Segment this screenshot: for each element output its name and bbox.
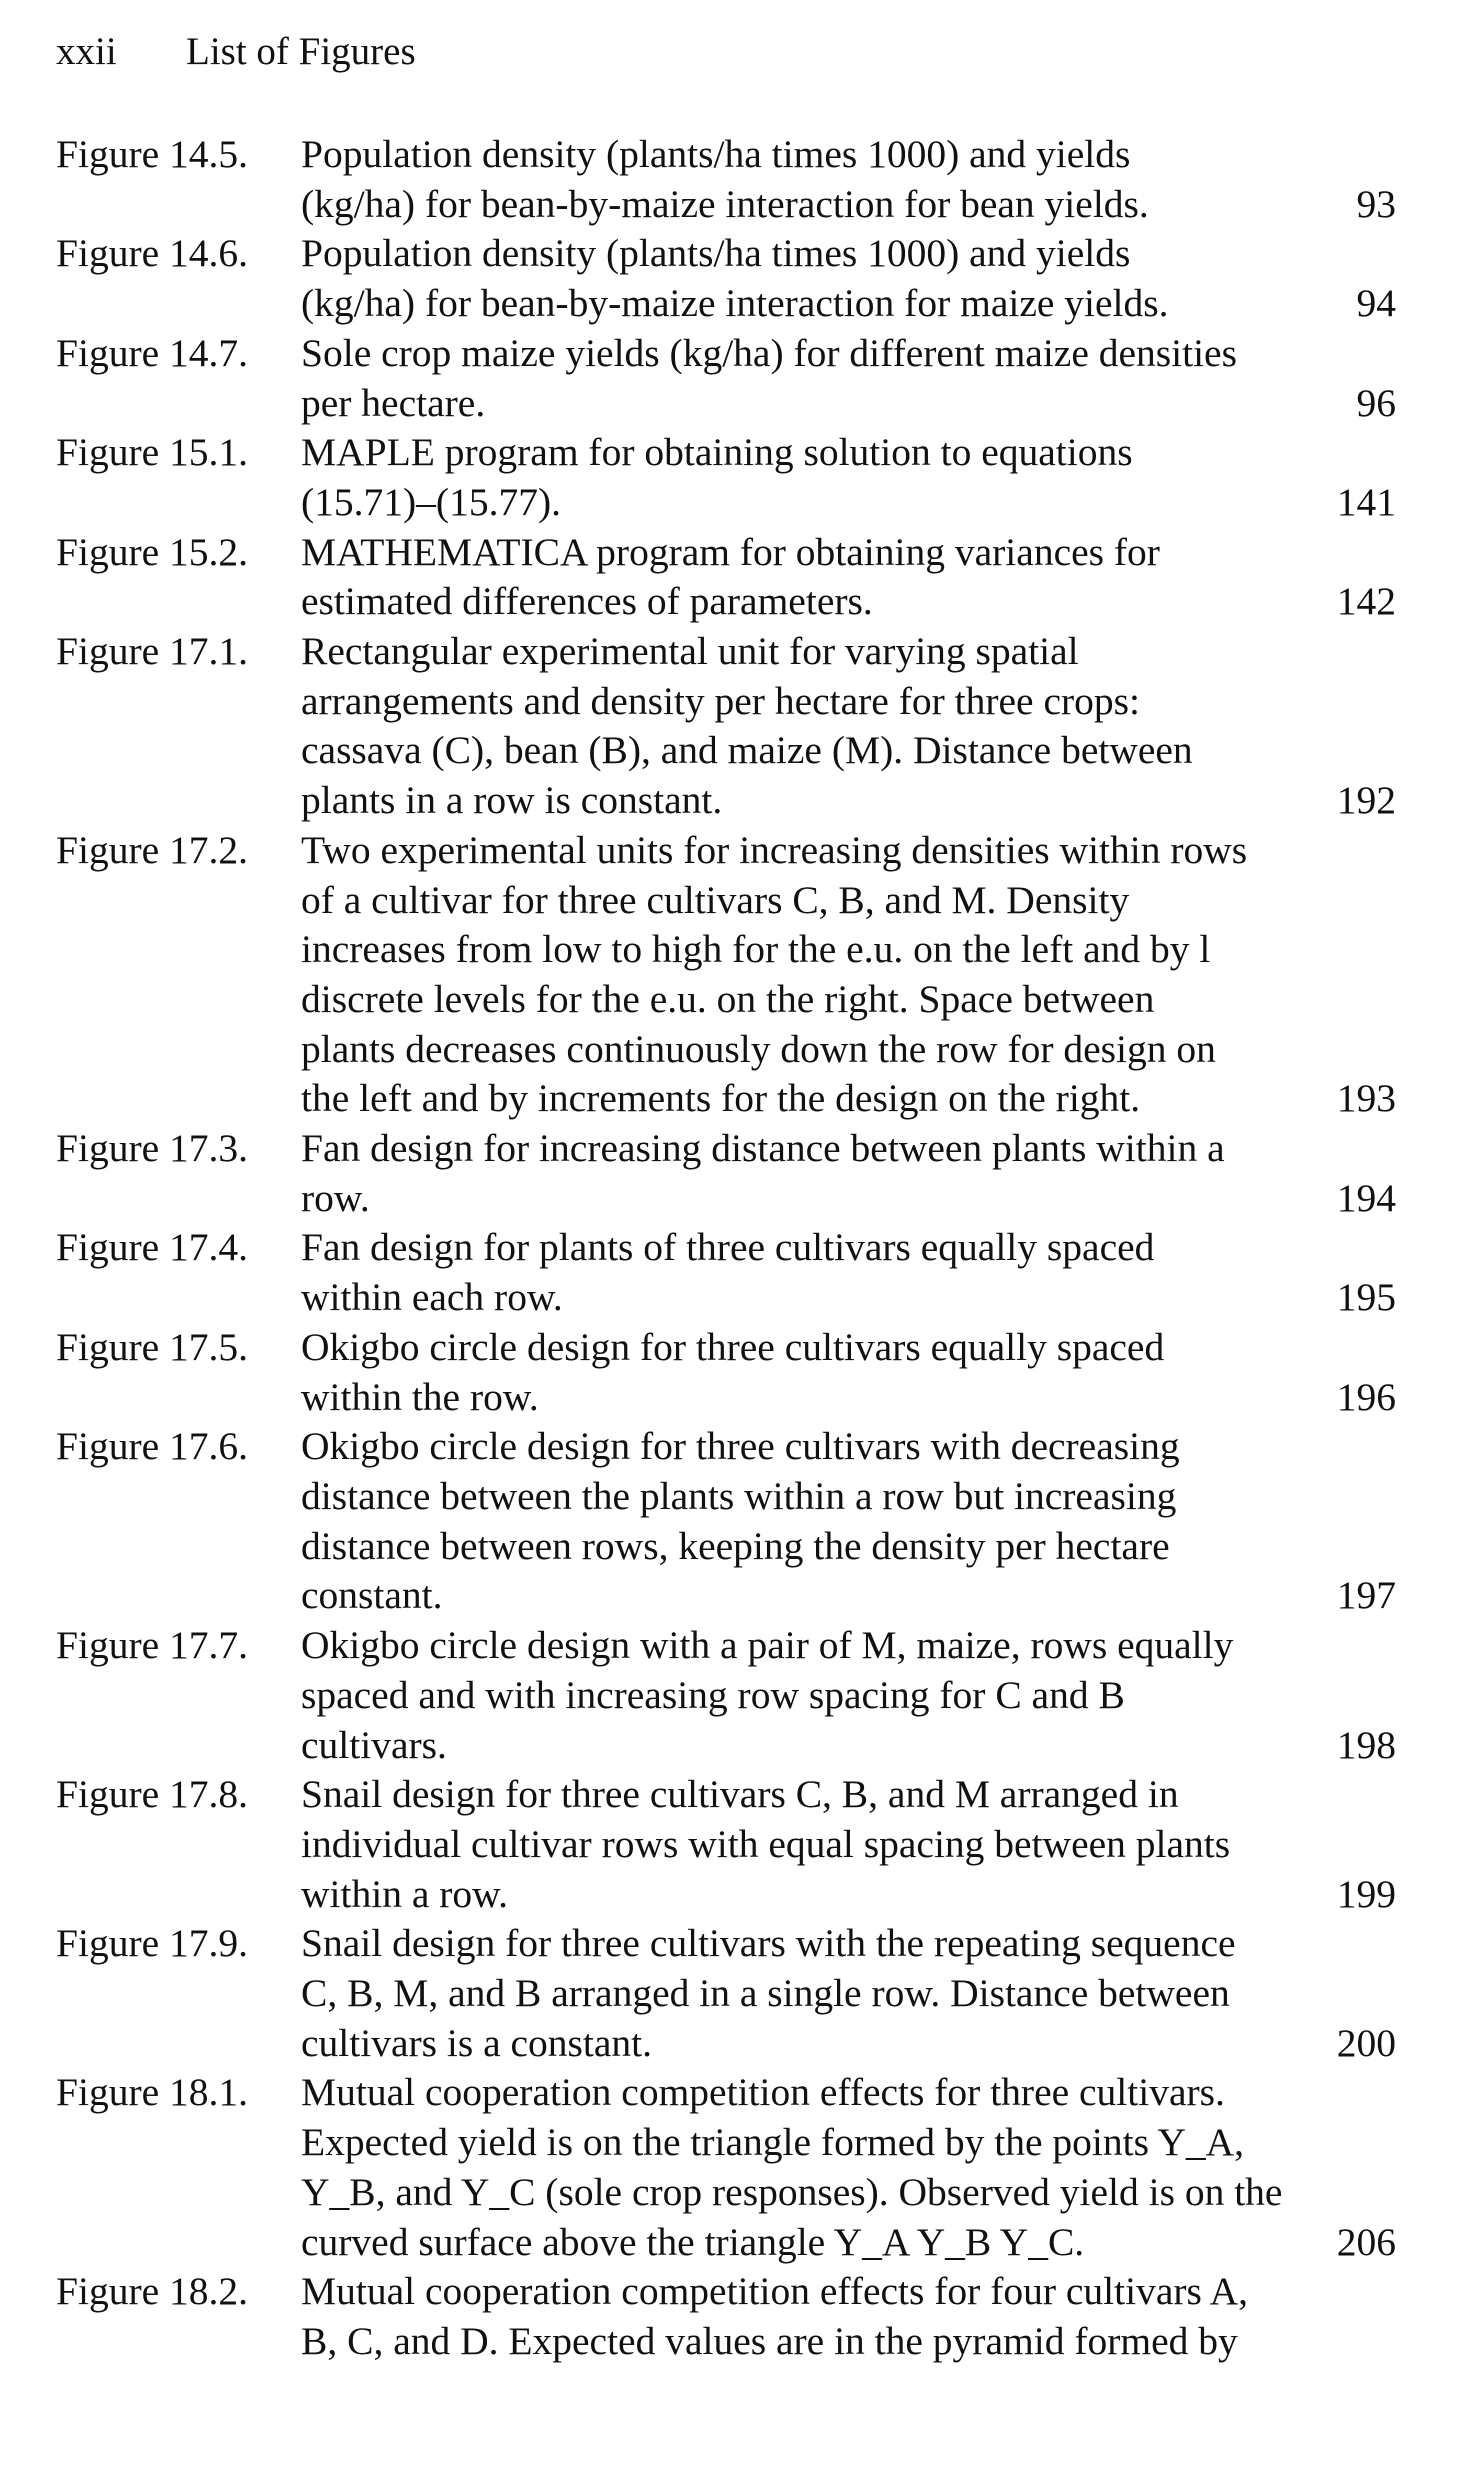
figure-body (301, 1124, 1396, 1223)
figure-label: Figure 17.8. (56, 1772, 249, 1817)
figure-caption (301, 826, 1316, 1124)
figure-page-number: 141 (1336, 479, 1396, 524)
figure-label: Figure 17.2. (56, 827, 249, 872)
caption-line: Okigbo circle design for three cultivars equally spaced (301, 1324, 1165, 1369)
caption-line: Expected yield is on the triangle formed by the points Y_A, (301, 2120, 1245, 2165)
caption-line: Okigbo circle design for three cultivars with decreasing (301, 1424, 1180, 1469)
figure-page-number: 197 (1336, 1573, 1396, 1618)
figure-entry[interactable] (56, 1770, 1396, 1919)
caption-line: constant. (301, 1573, 443, 1618)
caption-line: Population density (plants/ha times 1000) and yields (301, 132, 1131, 176)
figure-caption (301, 2068, 1316, 2267)
figure-label: Figure 17.1. (56, 629, 249, 674)
figure-label: Figure 18.2. (56, 2269, 249, 2314)
figure-entry[interactable] (56, 2068, 1396, 2267)
figure-caption (301, 528, 1316, 627)
figure-body (301, 1621, 1396, 1770)
figure-caption (301, 1621, 1316, 1770)
figure-entry[interactable] (56, 428, 1396, 527)
caption-line: Fan design for increasing distance between plants within a (301, 1126, 1225, 1171)
figure-label: Figure 14.7. (56, 330, 249, 375)
figure-label: Figure 17.6. (56, 1424, 249, 1469)
figure-body (301, 1770, 1396, 1919)
figure-caption (301, 2267, 1316, 2366)
figure-label: Figure 15.2. (56, 529, 249, 574)
caption-line: within a row. (301, 1871, 508, 1916)
caption-line: Two experimental units for increasing densities within rows (301, 827, 1248, 872)
figure-label: Figure 18.1. (56, 2070, 249, 2115)
figure-body (301, 826, 1396, 1124)
caption-line: row. (301, 1175, 370, 1220)
caption-line: individual cultivar rows with equal spacing between plants (301, 1821, 1231, 1866)
caption-line: B, C, and D. Expected values are in the pyramid formed by (301, 2318, 1238, 2363)
figure-body (301, 1919, 1396, 2068)
caption-line: within each row. (301, 1275, 563, 1320)
caption-line: Snail design for three cultivars with the repeating sequence (301, 1921, 1236, 1966)
figure-entry[interactable] (56, 1223, 1396, 1322)
caption-line: C, B, M, and B arranged in a single row. Distance between (301, 1971, 1230, 2016)
figure-label: Figure 17.3. (56, 1126, 249, 1171)
caption-line: distance between the plants within a row but increasing (301, 1473, 1177, 1518)
caption-line: Rectangular experimental unit for varying spatial (301, 629, 1079, 674)
figure-label: Figure 14.5. (56, 132, 249, 176)
figure-body (301, 627, 1396, 826)
figure-body (301, 130, 1396, 229)
figure-caption (301, 329, 1316, 428)
figure-caption (301, 428, 1316, 527)
figure-caption (301, 130, 1316, 229)
caption-line: Okigbo circle design with a pair of M, maize, rows equally (301, 1623, 1234, 1668)
figure-entry[interactable] (56, 329, 1396, 428)
figure-entry[interactable] (56, 1323, 1396, 1422)
running-head (56, 28, 416, 76)
list-of-figures (56, 130, 1396, 2367)
figure-entry[interactable] (56, 130, 1396, 229)
caption-line: of a cultivar for three cultivars C, B, and M. Density (301, 877, 1130, 922)
figure-body (301, 528, 1396, 627)
figure-entry[interactable] (56, 1919, 1396, 2068)
figure-page-number: 195 (1336, 1275, 1396, 1320)
running-title: List of Figures (186, 30, 416, 73)
caption-line: distance between rows, keeping the density per hectare (301, 1523, 1170, 1568)
caption-line: increases from low to high for the e.u. on the left and by l (301, 927, 1211, 972)
caption-line: Y_B, and Y_C (sole crop responses). Observed yield is on the (301, 2169, 1283, 2214)
figure-entry[interactable] (56, 1621, 1396, 1770)
figure-body (301, 428, 1396, 527)
caption-line: Sole crop maize yields (kg/ha) for different maize densities (301, 330, 1237, 375)
caption-line: the left and by increments for the design on the right. (301, 1076, 1141, 1121)
figure-body (301, 2068, 1396, 2267)
caption-line: Fan design for plants of three cultivars equally spaced (301, 1225, 1155, 1270)
figure-page-number: 192 (1336, 778, 1396, 823)
figure-entry[interactable] (56, 627, 1396, 826)
figure-caption (301, 1770, 1316, 1919)
figure-body (301, 329, 1396, 428)
figure-label: Figure 17.9. (56, 1921, 249, 1966)
caption-line: per hectare. (301, 380, 486, 425)
caption-line: MATHEMATICA program for obtaining variances for (301, 529, 1160, 574)
figure-page-number: 200 (1336, 2020, 1396, 2065)
figure-page-number: 206 (1336, 2219, 1396, 2264)
figure-entry[interactable] (56, 528, 1396, 627)
figure-label: Figure 14.6. (56, 231, 249, 276)
caption-line: discrete levels for the e.u. on the right. Space between (301, 976, 1155, 1021)
caption-line: Mutual cooperation competition effects for four cultivars A, (301, 2269, 1248, 2314)
caption-line: cultivars. (301, 1722, 447, 1767)
caption-line: MAPLE program for obtaining solution to equations (301, 430, 1133, 475)
figure-label: Figure 17.4. (56, 1225, 249, 1270)
figure-entry[interactable] (56, 1422, 1396, 1621)
figure-entry[interactable] (56, 826, 1396, 1124)
caption-line: cassava (C), bean (B), and maize (M). Distance between (301, 728, 1193, 773)
figure-body (301, 2267, 1396, 2366)
figure-body (301, 1323, 1396, 1422)
caption-line: plants decreases continuously down the row for design on (301, 1026, 1216, 1071)
figure-page-number: 194 (1336, 1175, 1396, 1220)
figure-caption (301, 1919, 1316, 2068)
figure-body (301, 1422, 1396, 1621)
caption-line: estimated differences of parameters. (301, 579, 873, 624)
figure-caption (301, 1323, 1316, 1422)
caption-line: Mutual cooperation competition effects for three cultivars. (301, 2070, 1225, 2115)
figure-label: Figure 17.7. (56, 1623, 249, 1668)
figure-page-number: 96 (1356, 380, 1396, 425)
figure-page-number: 199 (1336, 1871, 1396, 1916)
caption-line: (kg/ha) for bean-by-maize interaction for bean yields. (301, 181, 1149, 226)
figure-page-number: 142 (1336, 579, 1396, 624)
caption-line: curved surface above the triangle Y_A Y_B Y_C. (301, 2219, 1085, 2264)
figure-entry[interactable] (56, 229, 1396, 328)
caption-line: cultivars is a constant. (301, 2020, 653, 2065)
figure-page-number: 93 (1356, 181, 1396, 226)
figure-caption (301, 627, 1316, 826)
figure-page-number: 196 (1336, 1374, 1396, 1419)
caption-line: (15.71)–(15.77). (301, 479, 561, 524)
caption-line: Population density (plants/ha times 1000) and yields (301, 231, 1131, 276)
figure-body (301, 229, 1396, 328)
figure-caption (301, 1422, 1316, 1621)
figure-caption (301, 1124, 1316, 1223)
figure-entry[interactable] (56, 2267, 1396, 2366)
figure-body (301, 1223, 1396, 1322)
caption-line: plants in a row is constant. (301, 778, 723, 823)
figure-entry[interactable] (56, 1124, 1396, 1223)
figure-page-number: 94 (1356, 281, 1396, 326)
caption-line: arrangements and density per hectare for three crops: (301, 678, 1140, 723)
caption-line: Snail design for three cultivars C, B, and M arranged in (301, 1772, 1179, 1817)
caption-line: (kg/ha) for bean-by-maize interaction for maize yields. (301, 281, 1169, 326)
caption-line: spaced and with increasing row spacing for C and B (301, 1672, 1125, 1717)
figure-page-number: 193 (1336, 1076, 1396, 1121)
figure-label: Figure 17.5. (56, 1324, 249, 1369)
figure-caption (301, 1223, 1316, 1322)
caption-line: within the row. (301, 1374, 539, 1419)
figure-caption (301, 229, 1316, 328)
figure-label: Figure 15.1. (56, 430, 249, 475)
figure-page-number: 198 (1336, 1722, 1396, 1767)
page-number: xxii (56, 30, 117, 73)
